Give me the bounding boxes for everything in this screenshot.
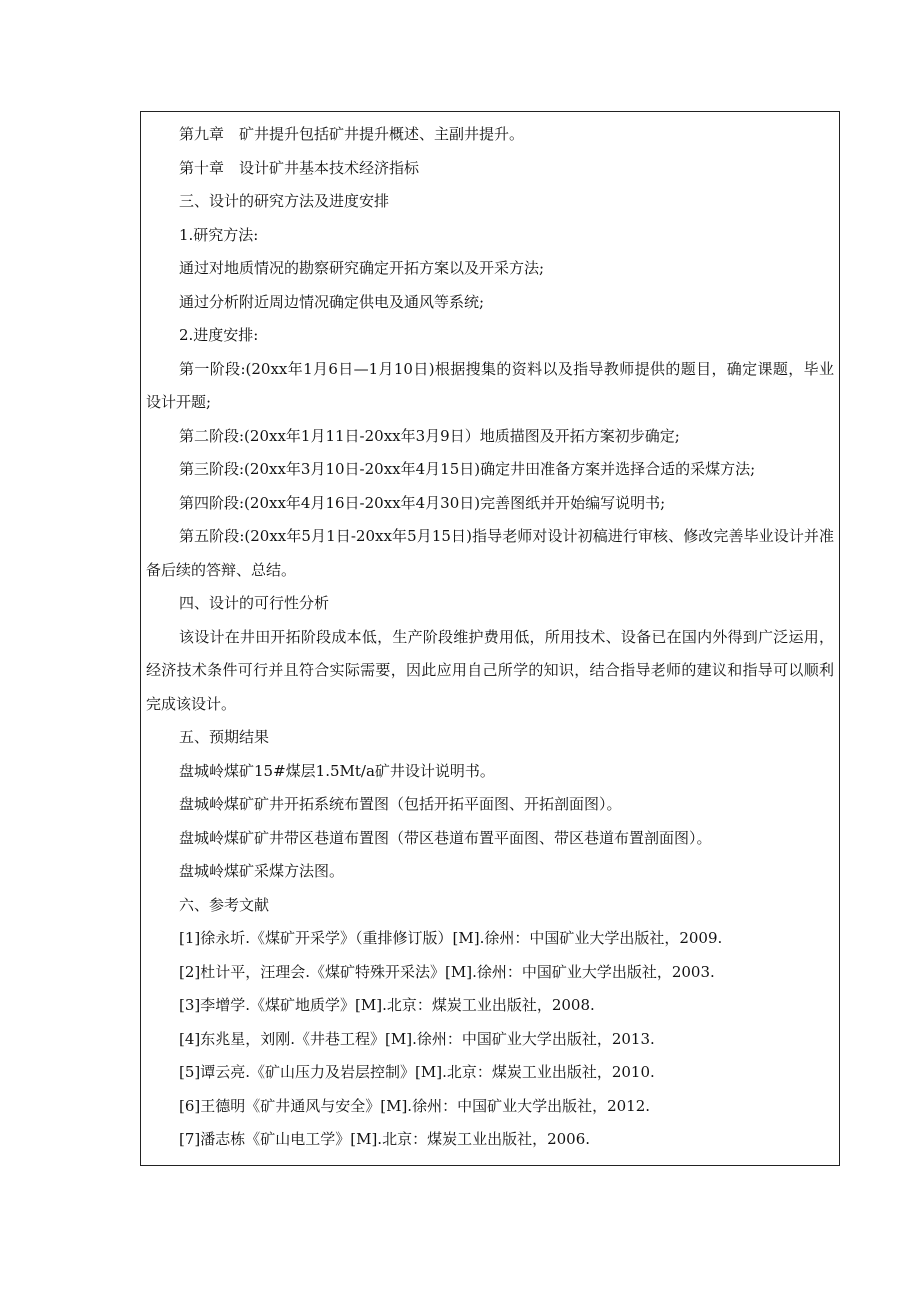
result-item: 盘城岭煤矿15#煤层1.5Mt/a矿井设计说明书。 (179, 761, 495, 780)
stage-5-paragraph: 第五阶段:(20xx年5月1日-20xx年5月15日)指导老师对设计初稿进行审核、修改完善毕业设计并准备后续的答辩、总结。 (146, 527, 834, 579)
research-method-heading: 1.研究方法: (179, 225, 259, 244)
feasibility-paragraph: 该设计在井田开拓阶段成本低，生产阶段维护费用低，所用技术、设备已在国内外得到广泛运用，经济技术条件可行并且符合实际需要，因此应用自己所学的知识，结合指导老师的建议和指导可以顺利完成该设计。 (146, 627, 834, 713)
reference-item: [1]徐永圻.《煤矿开采学》（重排修订版）[M].徐州：中国矿业大学出版社，2009. (179, 929, 723, 947)
result-item: 盘城岭煤矿矿井开拓系统布置图（包括开拓平面图、开拓剖面图）。 (179, 795, 622, 813)
reference-item: [2]杜计平，汪理会.《煤矿特殊开采法》[M].徐州：中国矿业大学出版社，2003. (179, 962, 715, 981)
document-body (146, 118, 834, 1157)
stage-2-line: 第二阶段:(20xx年1月11日-20xx年3月9日）地质描图及开拓方案初步确定; (179, 426, 680, 445)
result-item: 盘城岭煤矿矿井带区巷道布置图（带区巷道布置平面图、带区巷道布置剖面图）。 (179, 828, 712, 847)
section-4-heading: 四、设计的可行性分析 (179, 594, 330, 612)
reference-item: [7]潘志栋《矿山电工学》[M].北京：煤炭工业出版社，2006. (179, 1130, 591, 1148)
schedule-heading: 2.进度安排: (179, 326, 259, 344)
reference-item: [4]东兆星，刘刚.《井巷工程》[M].徐州：中国矿业大学出版社，2013. (179, 1029, 655, 1048)
chapter-9-line: 第九章 矿井提升包括矿井提升概述、主副井提升。 (179, 125, 525, 143)
result-item: 盘城岭煤矿采煤方法图。 (179, 862, 345, 880)
stage-1-paragraph: 第一阶段:(20xx年1月6日—1月10日)根据搜集的资料以及指导教师提供的题目，确定课题，毕业设计开题; (146, 359, 834, 411)
section-6-heading: 六、参考文献 (179, 895, 270, 914)
stage-3-line: 第三阶段:(20xx年3月10日-20xx年4月15日)确定井田准备方案并选择合适的采煤方法; (179, 460, 756, 478)
reference-item: [3]李增学.《煤矿地质学》[M].北京：煤炭工业出版社，2008. (179, 996, 595, 1014)
chapter-10-line: 第十章 设计矿井基本技术经济指标 (179, 158, 420, 177)
section-5-heading: 五、预期结果 (179, 728, 270, 746)
reference-item: [6]王德明《矿井通风与安全》[M].徐州：中国矿业大学出版社，2012. (179, 1096, 651, 1115)
research-method-2: 通过分析附近周边情况确定供电及通风等系统; (179, 292, 485, 311)
stage-4-line: 第四阶段:(20xx年4月16日-20xx年4月30日)完善图纸并开始编写说明书; (179, 493, 666, 512)
reference-item: [5]谭云亮.《矿山压力及岩层控制》[M].北京：煤炭工业出版社，2010. (179, 1063, 655, 1081)
research-method-1: 通过对地质情况的勘察研究确定开拓方案以及开采方法; (179, 259, 545, 277)
section-3-heading: 三、设计的研究方法及进度安排 (179, 192, 390, 210)
